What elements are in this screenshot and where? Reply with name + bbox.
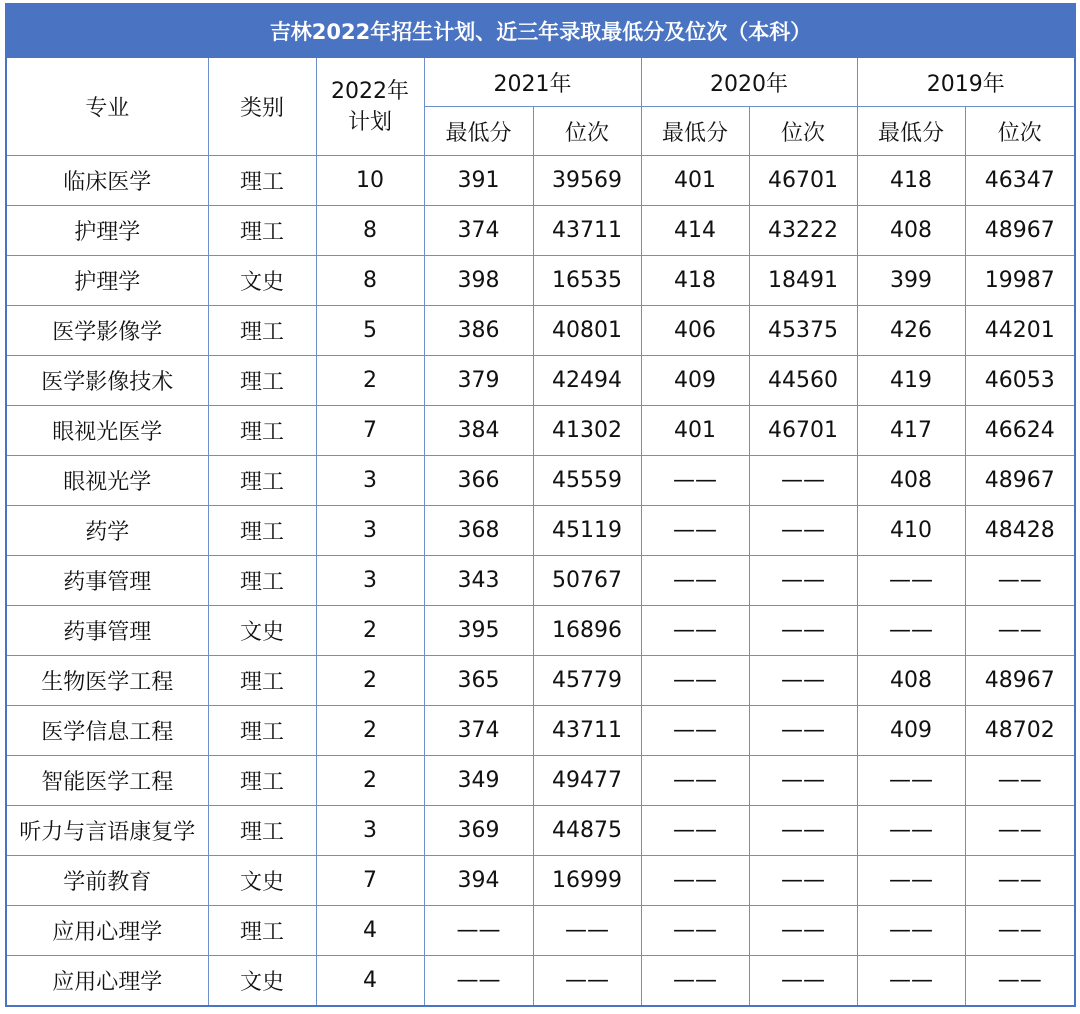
- cell-2021-rank: 45779: [533, 656, 641, 706]
- cell-2019-min-score: 419: [857, 356, 965, 406]
- cell-2020-rank: 45375: [749, 306, 857, 356]
- cell-category: 理工: [208, 456, 316, 506]
- cell-major: 药学: [6, 506, 208, 556]
- table-row: [6, 606, 1075, 656]
- cell-2021-min-score: 395: [424, 606, 533, 656]
- cell-major: 护理学: [6, 206, 208, 256]
- cell-plan-2022: 2: [316, 656, 424, 706]
- cell-2021-rank: 50767: [533, 556, 641, 606]
- cell-plan-2022: 3: [316, 456, 424, 506]
- cell-2021-min-score: 391: [424, 156, 533, 206]
- cell-2020-min-score: ——: [641, 706, 749, 756]
- cell-2019-rank: ——: [965, 956, 1075, 1007]
- header-year-2020: 2020年: [641, 58, 857, 107]
- cell-major: 医学影像技术: [6, 356, 208, 406]
- cell-2021-rank: 16999: [533, 856, 641, 906]
- cell-major: 听力与言语康复学: [6, 806, 208, 856]
- table-row: [6, 706, 1075, 756]
- table-row: [6, 306, 1075, 356]
- cell-plan-2022: 3: [316, 506, 424, 556]
- cell-2019-min-score: 410: [857, 506, 965, 556]
- table-row: [6, 956, 1075, 1007]
- cell-2019-min-score: 418: [857, 156, 965, 206]
- cell-2019-min-score: 426: [857, 306, 965, 356]
- cell-major: 眼视光学: [6, 456, 208, 506]
- cell-2019-min-score: ——: [857, 956, 965, 1007]
- cell-category: 理工: [208, 756, 316, 806]
- cell-2020-min-score: ——: [641, 656, 749, 706]
- cell-2020-min-score: 406: [641, 306, 749, 356]
- cell-2020-rank: ——: [749, 806, 857, 856]
- cell-2019-rank: 48702: [965, 706, 1075, 756]
- cell-plan-2022: 10: [316, 156, 424, 206]
- cell-2021-min-score: 343: [424, 556, 533, 606]
- cell-2019-rank: 46624: [965, 406, 1075, 456]
- header-plan-line1: 2022年: [331, 78, 409, 104]
- cell-2021-rank: 42494: [533, 356, 641, 406]
- cell-2021-min-score: 349: [424, 756, 533, 806]
- cell-2021-rank: 45119: [533, 506, 641, 556]
- cell-category: 理工: [208, 206, 316, 256]
- cell-2019-rank: ——: [965, 606, 1075, 656]
- header-2019-rank: 位次: [965, 107, 1075, 156]
- cell-category: 理工: [208, 306, 316, 356]
- admission-table-container: [5, 3, 1074, 1008]
- cell-2019-rank: 46053: [965, 356, 1075, 406]
- cell-2019-min-score: ——: [857, 756, 965, 806]
- cell-2019-min-score: ——: [857, 806, 965, 856]
- table-row: [6, 506, 1075, 556]
- cell-2020-min-score: ——: [641, 856, 749, 906]
- table-row: [6, 406, 1075, 456]
- cell-2019-min-score: 408: [857, 456, 965, 506]
- cell-2019-rank: ——: [965, 906, 1075, 956]
- cell-2019-rank: 48428: [965, 506, 1075, 556]
- cell-plan-2022: 8: [316, 256, 424, 306]
- cell-2020-rank: ——: [749, 656, 857, 706]
- cell-2019-rank: ——: [965, 756, 1075, 806]
- cell-2020-min-score: ——: [641, 906, 749, 956]
- cell-2019-rank: 44201: [965, 306, 1075, 356]
- cell-2020-rank: ——: [749, 506, 857, 556]
- cell-2020-min-score: 418: [641, 256, 749, 306]
- table-row: [6, 656, 1075, 706]
- cell-2020-rank: 46701: [749, 406, 857, 456]
- cell-2020-min-score: ——: [641, 506, 749, 556]
- cell-plan-2022: 4: [316, 906, 424, 956]
- header-2020-rank: 位次: [749, 107, 857, 156]
- table-row: [6, 156, 1075, 206]
- cell-2021-rank: 44875: [533, 806, 641, 856]
- cell-2019-rank: 48967: [965, 456, 1075, 506]
- cell-category: 理工: [208, 556, 316, 606]
- cell-2019-rank: ——: [965, 556, 1075, 606]
- cell-2019-rank: 19987: [965, 256, 1075, 306]
- cell-2021-rank: 39569: [533, 156, 641, 206]
- cell-2021-rank: ——: [533, 956, 641, 1007]
- cell-category: 文史: [208, 956, 316, 1007]
- cell-2020-rank: 44560: [749, 356, 857, 406]
- cell-2020-min-score: ——: [641, 456, 749, 506]
- cell-2020-rank: 43222: [749, 206, 857, 256]
- cell-2021-rank: ——: [533, 906, 641, 956]
- cell-2019-min-score: ——: [857, 856, 965, 906]
- cell-2019-min-score: 408: [857, 206, 965, 256]
- cell-2019-rank: 48967: [965, 656, 1075, 706]
- cell-2019-rank: ——: [965, 856, 1075, 906]
- header-major: 专业: [6, 58, 208, 156]
- cell-2021-min-score: ——: [424, 956, 533, 1007]
- cell-category: 文史: [208, 606, 316, 656]
- cell-major: 护理学: [6, 256, 208, 306]
- cell-2019-rank: 48967: [965, 206, 1075, 256]
- cell-2021-rank: 16896: [533, 606, 641, 656]
- cell-2019-min-score: ——: [857, 556, 965, 606]
- cell-2021-rank: 41302: [533, 406, 641, 456]
- header-2021-min-score: 最低分: [424, 107, 533, 156]
- cell-plan-2022: 8: [316, 206, 424, 256]
- cell-category: 理工: [208, 706, 316, 756]
- table-row: [6, 256, 1075, 306]
- cell-major: 智能医学工程: [6, 756, 208, 806]
- cell-2021-rank: 40801: [533, 306, 641, 356]
- header-year-2019: 2019年: [857, 58, 1075, 107]
- header-2020-min-score: 最低分: [641, 107, 749, 156]
- cell-2021-rank: 16535: [533, 256, 641, 306]
- cell-category: 理工: [208, 356, 316, 406]
- table-row: [6, 756, 1075, 806]
- cell-2020-rank: ——: [749, 606, 857, 656]
- header-category: 类别: [208, 58, 316, 156]
- cell-2020-rank: ——: [749, 556, 857, 606]
- header-2021-rank: 位次: [533, 107, 641, 156]
- cell-2020-rank: 46701: [749, 156, 857, 206]
- cell-category: 理工: [208, 406, 316, 456]
- cell-category: 理工: [208, 506, 316, 556]
- cell-2021-min-score: 394: [424, 856, 533, 906]
- cell-category: 理工: [208, 806, 316, 856]
- table-row: [6, 856, 1075, 906]
- cell-major: 医学影像学: [6, 306, 208, 356]
- cell-2020-rank: 18491: [749, 256, 857, 306]
- header-plan-line2: 计划: [347, 109, 392, 135]
- cell-2021-min-score: 366: [424, 456, 533, 506]
- cell-major: 药事管理: [6, 606, 208, 656]
- table-row: [6, 206, 1075, 256]
- cell-major: 学前教育: [6, 856, 208, 906]
- cell-2020-rank: ——: [749, 706, 857, 756]
- cell-2021-min-score: 365: [424, 656, 533, 706]
- cell-plan-2022: 3: [316, 806, 424, 856]
- cell-2020-min-score: 401: [641, 156, 749, 206]
- cell-2019-min-score: 399: [857, 256, 965, 306]
- cell-2020-min-score: ——: [641, 756, 749, 806]
- table-row: [6, 556, 1075, 606]
- header-plan-2022: [316, 58, 424, 156]
- table-row: [6, 806, 1075, 856]
- table-title: 吉林2022年招生计划、近三年录取最低分及位次（本科）: [6, 4, 1075, 58]
- cell-plan-2022: 2: [316, 706, 424, 756]
- cell-2020-min-score: 409: [641, 356, 749, 406]
- cell-major: 应用心理学: [6, 956, 208, 1007]
- cell-category: 理工: [208, 906, 316, 956]
- cell-2021-rank: 45559: [533, 456, 641, 506]
- cell-2021-min-score: 384: [424, 406, 533, 456]
- cell-plan-2022: 3: [316, 556, 424, 606]
- cell-plan-2022: 2: [316, 756, 424, 806]
- cell-plan-2022: 2: [316, 356, 424, 406]
- cell-2021-min-score: 398: [424, 256, 533, 306]
- cell-major: 生物医学工程: [6, 656, 208, 706]
- cell-2019-rank: 46347: [965, 156, 1075, 206]
- cell-plan-2022: 7: [316, 406, 424, 456]
- cell-2021-min-score: 374: [424, 706, 533, 756]
- cell-2020-min-score: ——: [641, 606, 749, 656]
- cell-2020-rank: ——: [749, 956, 857, 1007]
- cell-major: 医学信息工程: [6, 706, 208, 756]
- cell-plan-2022: 2: [316, 606, 424, 656]
- cell-2020-rank: ——: [749, 856, 857, 906]
- cell-2020-min-score: 401: [641, 406, 749, 456]
- cell-plan-2022: 4: [316, 956, 424, 1007]
- cell-2020-rank: ——: [749, 756, 857, 806]
- header-year-2021: 2021年: [424, 58, 641, 107]
- admission-table: [5, 3, 1076, 1007]
- cell-2019-min-score: ——: [857, 906, 965, 956]
- cell-category: 理工: [208, 656, 316, 706]
- cell-2020-min-score: ——: [641, 956, 749, 1007]
- cell-plan-2022: 5: [316, 306, 424, 356]
- table-body: [6, 156, 1075, 1007]
- cell-major: 眼视光医学: [6, 406, 208, 456]
- cell-plan-2022: 7: [316, 856, 424, 906]
- cell-2020-rank: ——: [749, 456, 857, 506]
- cell-2019-rank: ——: [965, 806, 1075, 856]
- cell-2021-min-score: 374: [424, 206, 533, 256]
- cell-2019-min-score: ——: [857, 606, 965, 656]
- header-2019-min-score: 最低分: [857, 107, 965, 156]
- cell-2021-min-score: ——: [424, 906, 533, 956]
- cell-2021-rank: 43711: [533, 706, 641, 756]
- cell-2021-rank: 43711: [533, 206, 641, 256]
- cell-2020-min-score: 414: [641, 206, 749, 256]
- table-row: [6, 906, 1075, 956]
- cell-2020-rank: ——: [749, 906, 857, 956]
- cell-category: 文史: [208, 256, 316, 306]
- cell-2021-min-score: 369: [424, 806, 533, 856]
- cell-2021-rank: 49477: [533, 756, 641, 806]
- cell-category: 文史: [208, 856, 316, 906]
- cell-2019-min-score: 408: [857, 656, 965, 706]
- cell-2021-min-score: 379: [424, 356, 533, 406]
- cell-2020-min-score: ——: [641, 556, 749, 606]
- cell-major: 临床医学: [6, 156, 208, 206]
- cell-2019-min-score: 417: [857, 406, 965, 456]
- cell-2021-min-score: 368: [424, 506, 533, 556]
- cell-2020-min-score: ——: [641, 806, 749, 856]
- cell-2019-min-score: 409: [857, 706, 965, 756]
- cell-2021-min-score: 386: [424, 306, 533, 356]
- cell-category: 理工: [208, 156, 316, 206]
- table-row: [6, 456, 1075, 506]
- cell-major: 应用心理学: [6, 906, 208, 956]
- table-row: [6, 356, 1075, 406]
- cell-major: 药事管理: [6, 556, 208, 606]
